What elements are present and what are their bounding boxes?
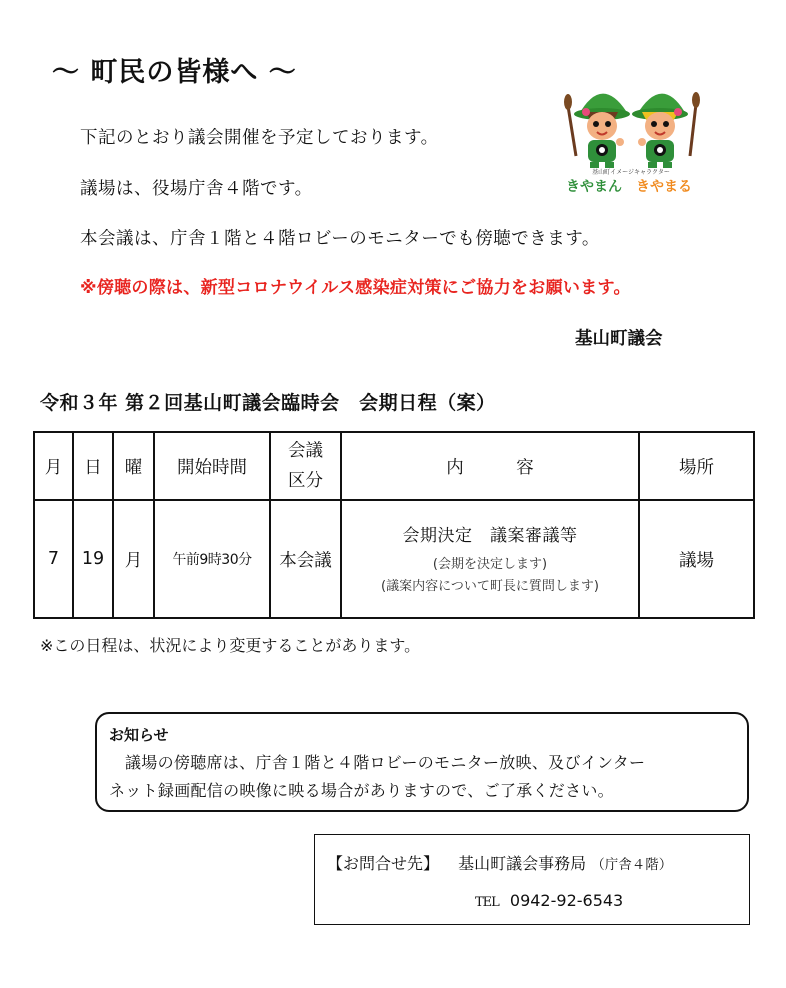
table-row (34, 500, 754, 618)
covid-warning: ※傍聴の際は、新型コロナウイルス感染症対策にご協力をお願います。 (80, 278, 631, 298)
mascot-illustration (556, 76, 706, 196)
schedule-footnote: ※この日程は、状況により変更することがあります。 (40, 636, 421, 655)
table-header-row (34, 432, 754, 500)
contact-line1 (327, 851, 672, 874)
content-sub-2: (議案内容について町長に質問します) (381, 578, 599, 594)
contact-location: （庁舎４階） (591, 857, 673, 873)
tel-label: TEL (475, 895, 499, 910)
content-main: 会期決定 議案審議等 (402, 525, 578, 546)
page-title: ～ 町民の皆様へ ～ (52, 57, 297, 88)
organization-name: 基山町議会 (575, 329, 663, 349)
schedule-title: 令和３年 第２回基山町議会臨時会 会期日程（案） (40, 392, 496, 414)
notice-body-line2: ネット録画配信の映像に映る場合がありますので、ご了承ください。 (109, 781, 614, 800)
mascot-name-left: きやまん (566, 179, 622, 195)
cell-month: 7 (34, 500, 73, 618)
header-kubun-line1: 会議 (288, 441, 323, 461)
mascot-name-right: きやまる (636, 179, 692, 195)
cell-weekday: 月 (113, 500, 154, 618)
header-day: 日 (73, 432, 113, 500)
mascot-graphic (556, 76, 706, 196)
cell-start-time: 午前9時30分 (154, 500, 270, 618)
contact-box (314, 834, 750, 925)
header-month: 月 (34, 432, 73, 500)
header-content: 内 容 (341, 432, 639, 500)
contact-office: 基山町議会事務局 (458, 854, 587, 873)
header-kubun (270, 432, 341, 500)
mascot-kiyamaru (632, 92, 700, 168)
intro-line-2: 議場は、役場庁舎４階です。 (80, 179, 313, 199)
contact-line2 (475, 891, 623, 910)
intro-line-1: 下記のとおり議会開催を予定しております。 (80, 128, 439, 148)
schedule-table (33, 431, 755, 619)
cell-content (341, 500, 639, 618)
content-sub-1: (会期を決定します) (432, 556, 548, 572)
cell-kubun: 本会議 (270, 500, 341, 618)
notice-body-line1: 議場の傍聴席は、庁舎１階と４階ロビーのモニター放映、及びインター (125, 753, 646, 772)
mascot-kiyaman (564, 94, 630, 168)
mascot-caption: 基山町イメージキャラクター (592, 169, 670, 176)
cell-place: 議場 (639, 500, 754, 618)
intro-line-3: 本会議は、庁舎１階と４階ロビーのモニターでも傍聴できます。 (80, 229, 600, 249)
notice-title: お知らせ (109, 726, 169, 744)
cell-day: 19 (73, 500, 113, 618)
notice-box (95, 712, 749, 812)
header-start-time: 開始時間 (154, 432, 270, 500)
header-weekday: 曜 (113, 432, 154, 500)
tel-number: 0942-92-6543 (509, 891, 624, 910)
header-kubun-line2: 区分 (288, 471, 323, 491)
notice-body (109, 749, 733, 805)
header-place: 場所 (639, 432, 754, 500)
contact-label: 【お問合せ先】 (327, 854, 440, 873)
